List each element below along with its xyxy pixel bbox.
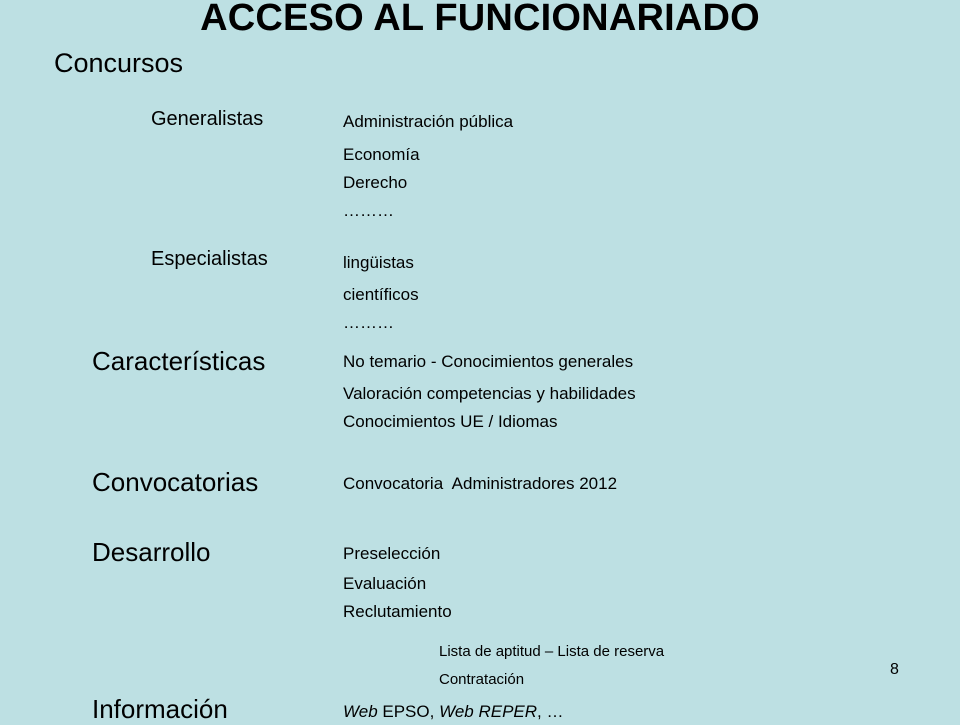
desarrollo-item: Reclutamiento xyxy=(343,602,452,621)
web-reper-link[interactable]: Web REPER xyxy=(439,702,538,721)
especialistas-item: lingüistas xyxy=(343,253,414,272)
generalistas-item: Economía xyxy=(343,145,420,164)
caracteristicas-item: Valoración competencias y habilidades xyxy=(343,384,636,403)
slide-number: 8 xyxy=(890,661,899,678)
web-epso-link[interactable]: Web xyxy=(343,702,378,721)
informacion-tail: , … xyxy=(537,702,564,721)
epso-text[interactable]: EPSO, xyxy=(377,702,440,721)
especialistas-label: Especialistas xyxy=(151,248,268,270)
especialistas-item: científicos xyxy=(343,285,419,304)
caracteristicas-label: Características xyxy=(92,346,266,376)
desarrollo-label: Desarrollo xyxy=(92,537,211,567)
desarrollo-sub-item: Lista de aptitud – Lista de reserva xyxy=(439,643,665,660)
generalistas-item: Derecho xyxy=(343,173,408,192)
concursos-heading: Concursos xyxy=(54,48,184,78)
desarrollo-item: Preselección xyxy=(343,544,441,563)
caracteristicas-item: No temario - Conocimientos generales xyxy=(343,352,634,371)
informacion-links xyxy=(343,702,563,722)
generalistas-item: Administración pública xyxy=(343,112,514,131)
convocatorias-label: Convocatorias xyxy=(92,467,259,497)
generalistas-item: ……… xyxy=(343,201,394,220)
desarrollo-sub-item: Contratación xyxy=(439,671,525,688)
especialistas-item: ……… xyxy=(343,313,394,332)
slide-title: ACCESO AL FUNCIONARIADO xyxy=(200,0,760,39)
informacion-label: Información xyxy=(92,694,228,724)
caracteristicas-item: Conocimientos UE / Idiomas xyxy=(343,412,558,431)
desarrollo-item: Evaluación xyxy=(343,574,427,593)
generalistas-label: Generalistas xyxy=(151,108,264,130)
convocatorias-item: Convocatoria Administradores 2012 xyxy=(343,474,618,493)
